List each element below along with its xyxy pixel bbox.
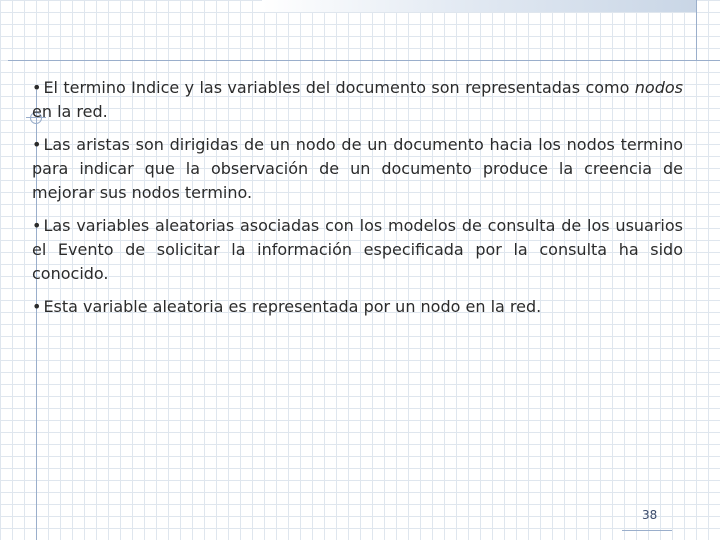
bullet-3-text: Las variables aleatorias asociadas con los modelos de consulta de los usuarios el Evento de solicitar la información especificada por la consulta ha sido conocido. xyxy=(32,216,683,283)
bullet-2-text: Las aristas son dirigidas de un nodo de un documento hacia los nodos termino para indicar que la observación de un documento produce la creencia de mejorar sus nodos termino. xyxy=(32,135,683,202)
bullet-4-text: Esta variable aleatoria es representada por un nodo en la red. xyxy=(43,297,542,316)
bullet-1-text-after: en la red. xyxy=(32,102,108,121)
bullet-icon: • xyxy=(32,216,42,235)
decorative-horizontal-rule xyxy=(8,60,720,61)
bullet-1-text-before: El termino Indice y las variables del documento son representadas como xyxy=(43,78,635,97)
bullet-paragraph-1 xyxy=(32,76,683,124)
bullet-icon: • xyxy=(32,135,42,154)
decorative-vertical-rule xyxy=(696,0,697,60)
slide-body xyxy=(32,76,683,328)
bullet-paragraph-3 xyxy=(32,214,683,286)
bullet-icon: • xyxy=(32,297,42,316)
page-number: 38 xyxy=(642,508,658,522)
bullet-paragraph-2 xyxy=(32,133,683,205)
bullet-1-emphasis: nodos xyxy=(634,78,683,97)
header-gradient-band xyxy=(262,0,696,12)
page-number-underline xyxy=(622,530,672,531)
bullet-paragraph-4 xyxy=(32,295,683,319)
bullet-icon: • xyxy=(32,78,42,97)
